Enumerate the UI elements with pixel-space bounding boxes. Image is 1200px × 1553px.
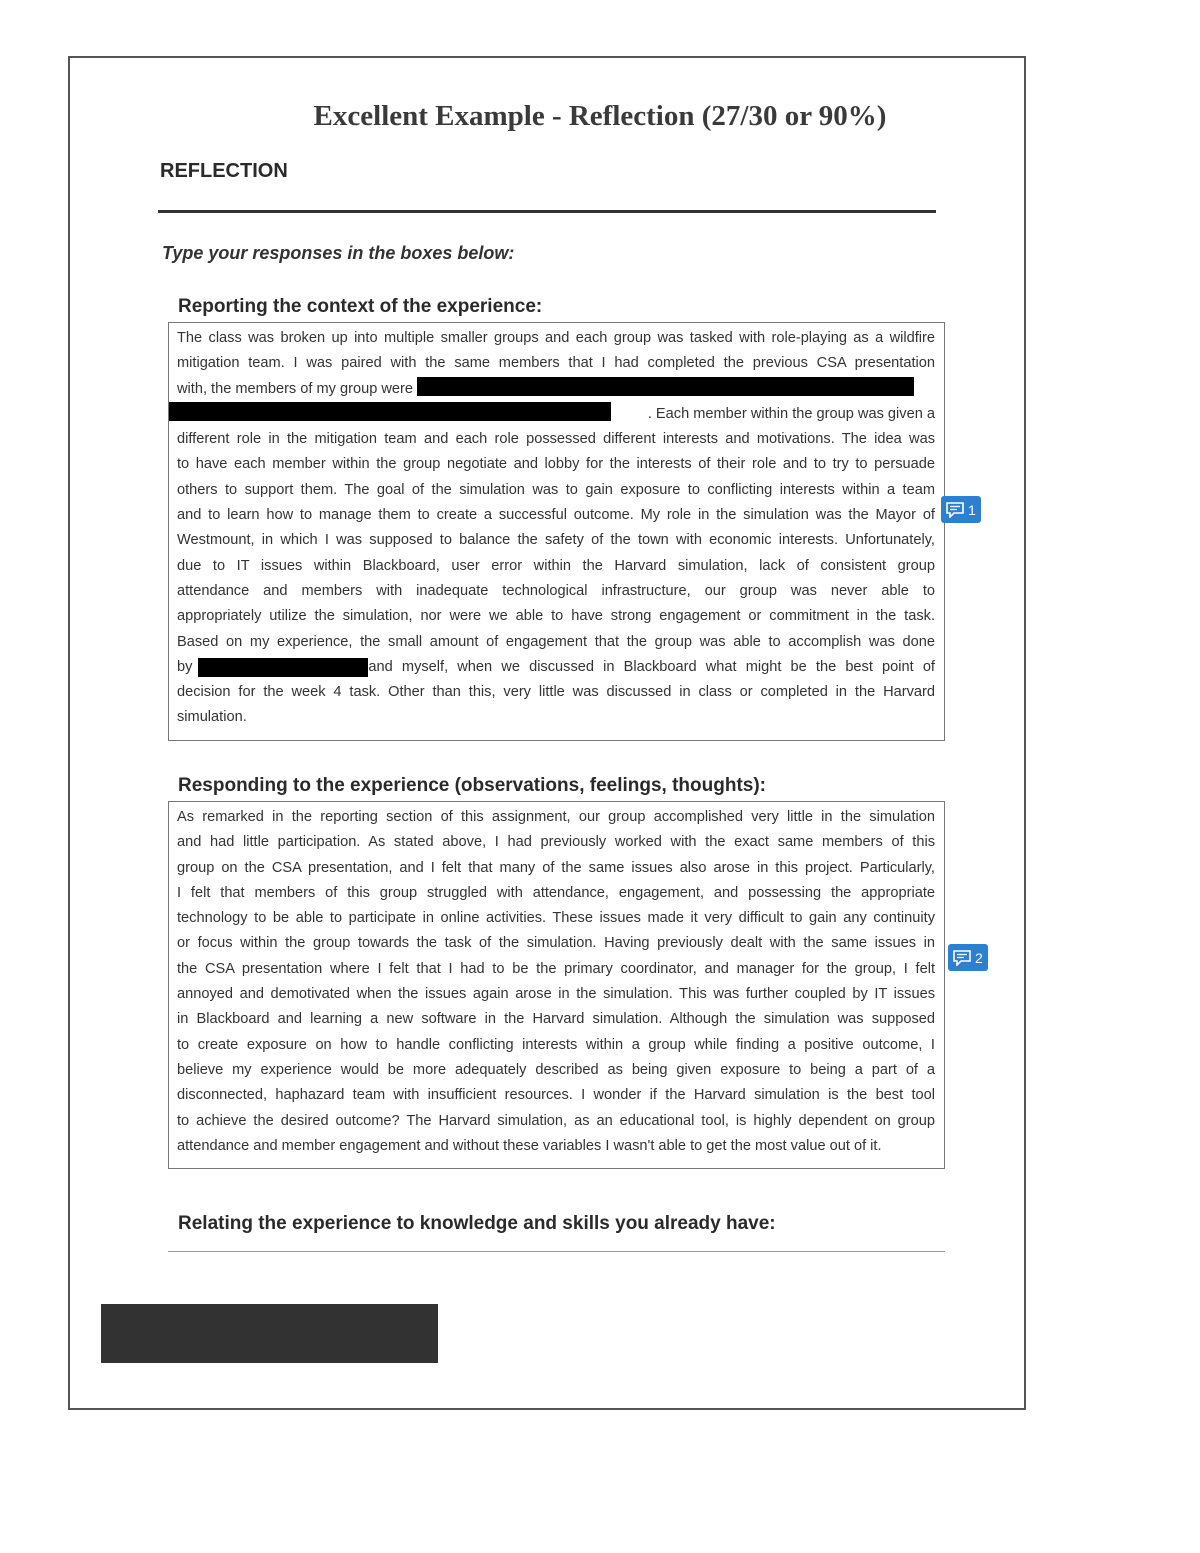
comment-badge[interactable] [948, 944, 988, 971]
responding-line: technology to be able to participate in online activities. These issues made it very difficult to gain any continuity [177, 910, 935, 927]
context-line: The class was broken up into multiple smaller groups and each group was tasked with role-playing as a wildfire [177, 330, 935, 346]
redaction-block [101, 1304, 438, 1363]
context-box-label: Reporting the context of the experience: [178, 296, 543, 317]
context-line: due to IT issues within Blackboard, user error within the Harvard simulation, lack of consistent group [177, 557, 935, 574]
context-line: others to support them. The goal of the simulation was to gain exposure to conflicting interests within a team [177, 481, 935, 498]
context-line: attendance and members with inadequate technological infrastructure, our group was never able to [177, 582, 935, 599]
context-line: Westmount, in which I was supposed to balance the safety of the town with economic interests. Unfortunately, [177, 532, 935, 549]
responding-box-label: Responding to the experience (observations, feelings, thoughts): [178, 775, 767, 796]
responding-line: to create exposure on how to handle conflicting interests within a group while finding a positive outcome, I [177, 1036, 935, 1053]
instruction-text: Type your responses in the boxes below: [162, 243, 515, 263]
relating-box-top-border [168, 1251, 945, 1252]
context-line: decision for the week 4 task. Other than this, very little was discussed in class or completed in the Harvard [177, 684, 935, 701]
redaction-bar [417, 377, 914, 396]
responding-line: disconnected, haphazard team with insufficient resources. I wonder if the Harvard simulation is the best tool [177, 1087, 935, 1104]
section-heading: REFLECTION [160, 160, 288, 182]
context-line-text: and myself, when we discussed in Blackboard what might be the best point of [368, 658, 935, 675]
context-line-text: by [177, 658, 193, 675]
responding-line: and had little participation. As stated above, I had previously worked with the exact same members of this [177, 834, 935, 851]
comment-icon [953, 950, 971, 966]
responding-line: to achieve the desired outcome? The Harvard simulation, as an educational tool, is highly dependent on group [177, 1112, 935, 1129]
context-line: to have each member within the group negotiate and lobby for the interests of their role and to try to persuade [177, 456, 935, 473]
context-line-text: . Each member within the group was given a [647, 405, 935, 422]
redaction-bar [198, 658, 368, 677]
redaction-bar [169, 402, 611, 421]
context-line [169, 402, 927, 427]
responding-response-box[interactable] [168, 801, 945, 1169]
context-line: mitigation team. I was paired with the same members that I had completed the previous CSA presentation [177, 355, 935, 372]
responding-line: As remarked in the reporting section of this assignment, our group accomplished very little in the simulation [177, 809, 935, 825]
context-line [177, 377, 935, 402]
responding-line: attendance and member engagement and without these variables I wasn't able to get the most value out of it. [177, 1137, 882, 1154]
responding-line: I felt that members of this group struggled with attendance, engagement, and possessing the appropriate [177, 884, 935, 901]
responding-line: annoyed and demotivated when the issues again arose in the simulation. This was further coupled by IT issues [177, 986, 935, 1003]
responding-line: in Blackboard and learning a new software in the Harvard simulation. Although the simulation was supposed [177, 1011, 935, 1028]
context-line-text: with, the members of my group were [177, 380, 414, 397]
responding-line: or focus within the group towards the task of the simulation. Having previously dealt with the same issues in [177, 935, 935, 952]
heading-divider [158, 210, 936, 213]
responding-line: believe my experience would be more adequately described as being given exposure to being a part of a [177, 1061, 935, 1078]
context-line: simulation. [177, 709, 247, 726]
context-line: and to learn how to manage them to create a successful outcome. My role in the simulation was the Mayor of [177, 507, 935, 524]
context-line: appropriately utilize the simulation, nor were we able to have strong engagement or commitment in the task. [177, 608, 935, 625]
comment-count: 2 [975, 949, 983, 966]
responding-line: the CSA presentation where I felt that I had to be the primary coordinator, and manager for the group, I felt [177, 960, 935, 977]
comment-count: 1 [968, 501, 976, 518]
comment-icon [946, 502, 964, 518]
context-line: different role in the mitigation team and each role possessed different interests and motivations. The idea was [177, 431, 935, 448]
document-title: Excellent Example - Reflection (27/30 or 90%) [313, 100, 887, 132]
context-line [177, 655, 935, 680]
relating-box-label: Relating the experience to knowledge and skills you already have: [178, 1213, 776, 1234]
comment-badge[interactable] [941, 496, 981, 523]
context-line: Based on my experience, the small amount of engagement that the group was able to accomplish was done [177, 633, 935, 650]
responding-line: group on the CSA presentation, and I felt that many of the same issues also arose in this project. Particularly, [177, 859, 935, 876]
context-response-box[interactable] [168, 322, 945, 741]
